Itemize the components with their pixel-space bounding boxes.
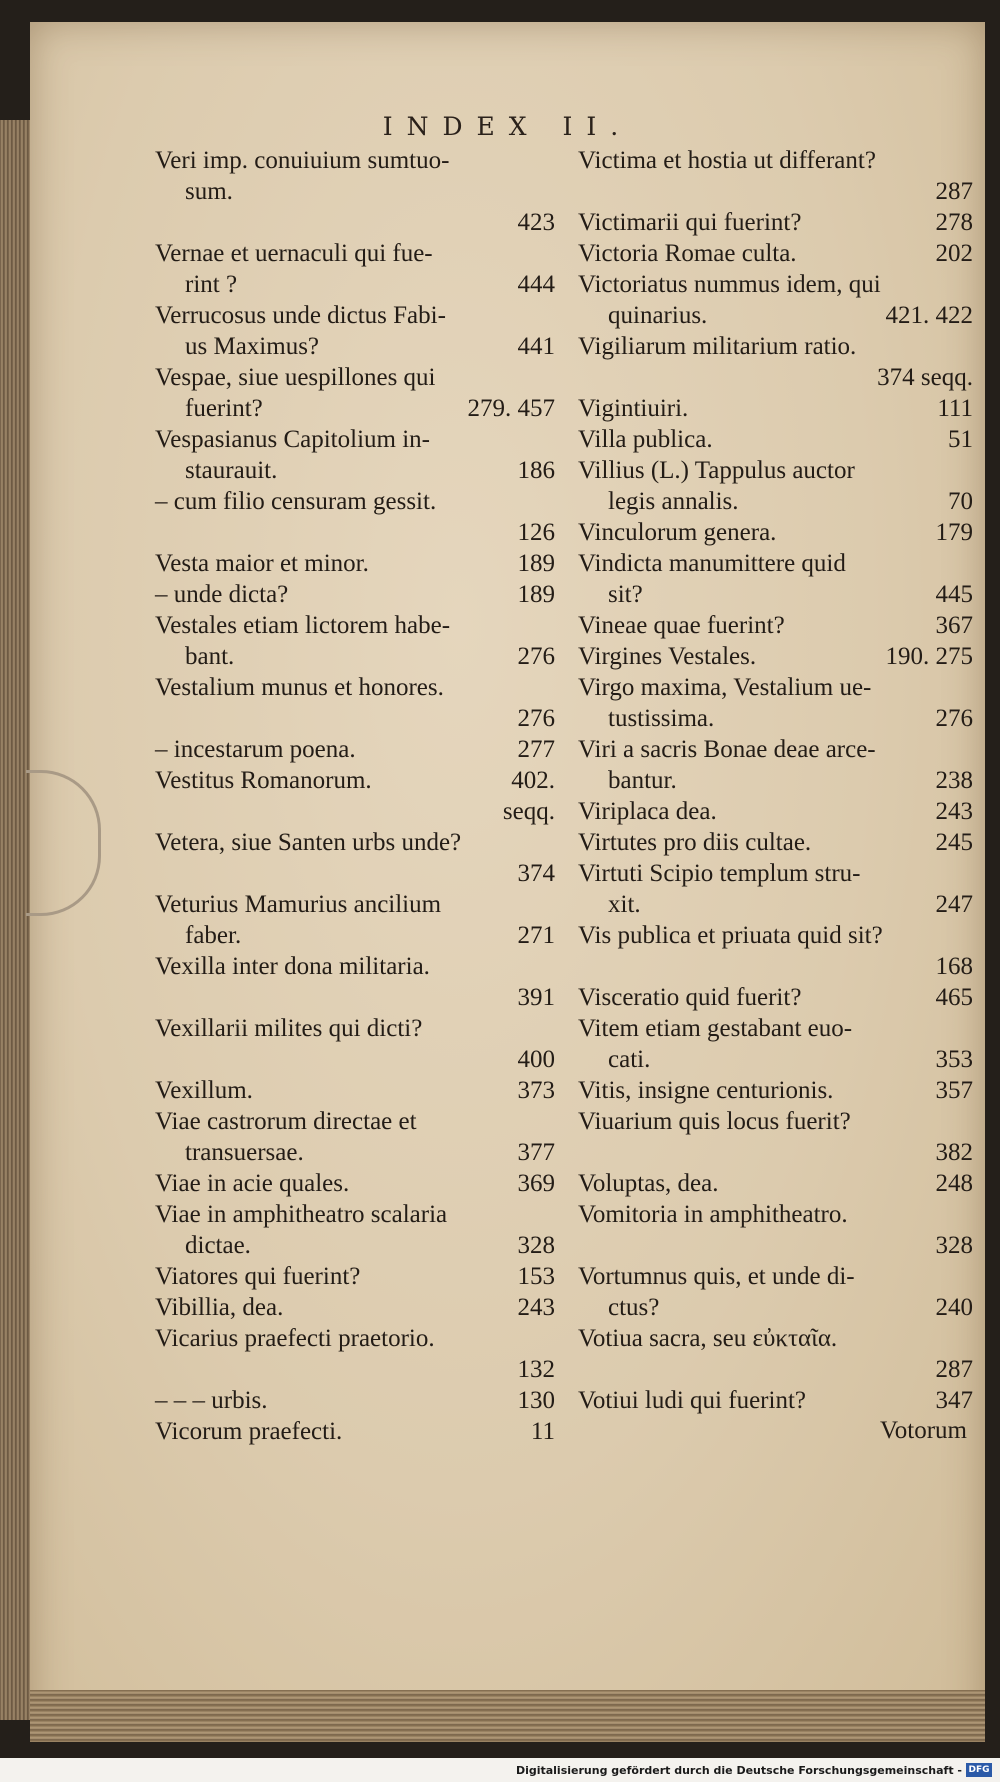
index-entry — [155, 486, 555, 548]
index-entry — [155, 362, 555, 424]
entry-line — [155, 176, 555, 207]
index-entry — [578, 1385, 973, 1416]
entry-text: Vomitoria in amphitheatro. — [578, 1201, 848, 1228]
page-reference: 243 — [517, 1294, 555, 1321]
entry-text: Vestalium munus et honores. — [155, 674, 444, 701]
footer-bar — [0, 1758, 1000, 1782]
entry-text: Vibillia, dea. — [155, 1294, 284, 1321]
book-page — [30, 22, 985, 1742]
entry-text: quinarius. — [608, 302, 708, 329]
entry-text: – cum filio censuram gessit. — [155, 488, 437, 515]
page-reference: 132 — [517, 1356, 555, 1383]
page-reference: 70 — [948, 488, 973, 515]
entry-line — [578, 889, 973, 920]
entry-text: – – – urbis. — [155, 1387, 268, 1414]
entry-text: xit. — [608, 891, 641, 918]
entry-text: Visceratio quid fuerit? — [578, 984, 802, 1011]
entry-text: sit? — [608, 581, 643, 608]
entry-line — [155, 672, 555, 703]
index-entry — [578, 238, 973, 269]
page-reference: 271 — [517, 922, 555, 949]
entry-line — [578, 951, 973, 982]
entry-line — [155, 424, 555, 455]
entry-line — [578, 1199, 973, 1230]
index-entry — [155, 734, 555, 765]
entry-line — [155, 517, 555, 548]
index-entry — [578, 858, 973, 920]
entry-text: Voluptas, dea. — [578, 1170, 719, 1197]
entry-line — [578, 734, 973, 765]
entry-line — [578, 362, 973, 393]
entry-line — [578, 1354, 973, 1385]
index-entry — [578, 1261, 973, 1323]
index-column-right — [578, 145, 973, 1416]
index-entry — [578, 734, 973, 796]
entry-text: Villius (L.) Tappulus auctor — [578, 457, 855, 484]
entry-line — [155, 765, 555, 796]
page-reference: 279. 457 — [467, 395, 555, 422]
page-reference: 400 — [517, 1046, 555, 1073]
entry-text: Virtuti Scipio templum stru- — [578, 860, 861, 887]
index-entry — [155, 424, 555, 486]
entry-text: fuerint? — [185, 395, 263, 422]
entry-line — [578, 207, 973, 238]
entry-text: Vestales etiam lictorem habe- — [155, 612, 451, 639]
index-entry — [155, 1168, 555, 1199]
entry-text: Viae in acie quales. — [155, 1170, 350, 1197]
entry-text: Vexillarii milites qui dicti? — [155, 1015, 423, 1042]
index-entry — [578, 641, 973, 672]
entry-line — [578, 672, 973, 703]
page-reference: 391 — [517, 984, 555, 1011]
page-reference: 357 — [935, 1077, 973, 1104]
page-reference: 444 — [517, 271, 555, 298]
page-edge-left — [0, 120, 30, 1720]
entry-text: Vigintiuiri. — [578, 395, 689, 422]
entry-text: Vindicta manumittere quid — [578, 550, 846, 577]
page-reference: 421. 422 — [885, 302, 973, 329]
entry-text: Vineae quae fuerint? — [578, 612, 785, 639]
entry-line — [155, 827, 555, 858]
entry-text: Viriplaca dea. — [578, 798, 717, 825]
entry-text: faber. — [185, 922, 242, 949]
index-entry — [155, 951, 555, 1013]
page-header: INDEX II. — [382, 112, 633, 141]
page-reference: 240 — [935, 1294, 973, 1321]
entry-text: Vetera, siue Santen urbs unde? — [155, 829, 462, 856]
entry-text: Victoria Romae culta. — [578, 240, 797, 267]
entry-line — [578, 1261, 973, 1292]
entry-line — [578, 858, 973, 889]
entry-text: Vesta maior et minor. — [155, 550, 369, 577]
page-reference: 153 — [517, 1263, 555, 1290]
index-entry — [155, 1292, 555, 1323]
entry-line — [155, 1013, 555, 1044]
entry-line — [155, 362, 555, 393]
entry-text: Vitem etiam gestabant euo- — [578, 1015, 853, 1042]
entry-line — [155, 1292, 555, 1323]
page-reference: 245 — [935, 829, 973, 856]
entry-line — [155, 920, 555, 951]
entry-line — [155, 1168, 555, 1199]
entry-text: Viatores qui fuerint? — [155, 1263, 361, 1290]
page-reference: 402. — [511, 767, 555, 794]
index-entry — [155, 765, 555, 827]
index-entry — [155, 579, 555, 610]
entry-text: Vitis, insigne centurionis. — [578, 1077, 834, 1104]
entry-text: Vortumnus quis, et unde di- — [578, 1263, 855, 1290]
index-entry — [578, 1168, 973, 1199]
entry-text: Vespasianus Capitolium in- — [155, 426, 430, 453]
index-entry — [578, 1199, 973, 1261]
entry-line — [578, 641, 973, 672]
index-entry — [578, 1013, 973, 1075]
index-entry — [155, 1199, 555, 1261]
entry-line — [578, 1292, 973, 1323]
entry-line — [155, 858, 555, 889]
page-reference: 248 — [935, 1170, 973, 1197]
entry-text: ctus? — [608, 1294, 660, 1321]
entry-text: – incestarum poena. — [155, 736, 356, 763]
page-reference: 276 — [517, 643, 555, 670]
entry-line — [578, 455, 973, 486]
entry-line — [155, 734, 555, 765]
entry-text: Vexilla inter dona militaria. — [155, 953, 430, 980]
entry-line — [155, 610, 555, 641]
page-reference: 51 — [948, 426, 973, 453]
entry-text: cati. — [608, 1046, 651, 1073]
entry-line — [578, 765, 973, 796]
index-entry — [578, 1075, 973, 1106]
page-reference: 190. 275 — [885, 643, 973, 670]
entry-text: dictae. — [185, 1232, 251, 1259]
entry-text: Veri imp. conuiuium sumtuo- — [155, 147, 450, 174]
page-reference: 441 — [517, 333, 555, 360]
index-entry — [155, 827, 555, 889]
page-reference: 111 — [937, 395, 973, 422]
page-reference: 465 — [935, 984, 973, 1011]
page-reference: 328 — [935, 1232, 973, 1259]
index-entry — [155, 1323, 555, 1385]
entry-line — [155, 1230, 555, 1261]
entry-text: Vicarius praefecti praetorio. — [155, 1325, 435, 1352]
entry-text: Veturius Mamurius ancilium — [155, 891, 442, 918]
entry-text: Vicorum praefecti. — [155, 1418, 343, 1445]
entry-line — [578, 331, 973, 362]
entry-text: Virgo maxima, Vestalium ue- — [578, 674, 872, 701]
page-reference: 126 — [517, 519, 555, 546]
index-entry — [578, 331, 973, 393]
entry-line — [155, 1416, 555, 1447]
entry-line — [155, 300, 555, 331]
page-reference: 247 — [935, 891, 973, 918]
entry-line — [155, 889, 555, 920]
page-reference: 276 — [517, 705, 555, 732]
index-entry — [578, 920, 973, 982]
page-edge-bottom — [30, 1690, 985, 1742]
entry-line — [578, 827, 973, 858]
entry-line — [155, 1044, 555, 1075]
entry-text: Viri a sacris Bonae deae arce- — [578, 736, 876, 763]
entry-line — [578, 424, 973, 455]
page-reference: 373 — [517, 1077, 555, 1104]
index-entry — [578, 455, 973, 517]
entry-text: Vexillum. — [155, 1077, 253, 1104]
page-reference: 277 — [517, 736, 555, 763]
entry-line — [155, 1261, 555, 1292]
entry-text: Virgines Vestales. — [578, 643, 757, 670]
index-entry — [578, 207, 973, 238]
index-entry — [155, 145, 555, 238]
entry-line — [155, 641, 555, 672]
page-reference: 367 — [935, 612, 973, 639]
page-reference: 186 — [517, 457, 555, 484]
entry-text: Votiui ludi qui fuerint? — [578, 1387, 806, 1414]
entry-text: transuersae. — [185, 1139, 304, 1166]
entry-line — [578, 703, 973, 734]
entry-line — [578, 145, 973, 176]
entry-line — [578, 1385, 973, 1416]
entry-text: tustissima. — [608, 705, 715, 732]
entry-line — [155, 486, 555, 517]
entry-line — [578, 1168, 973, 1199]
entry-line — [155, 1137, 555, 1168]
entry-line — [155, 548, 555, 579]
page-reference: 353 — [935, 1046, 973, 1073]
entry-text: Victimarii qui fuerint? — [578, 209, 802, 236]
index-entry — [155, 1385, 555, 1416]
page-reference: 374 seqq. — [877, 364, 973, 391]
index-entry — [155, 1261, 555, 1292]
page-reference: 374 — [517, 860, 555, 887]
entry-text: Vigiliarum militarium ratio. — [578, 333, 857, 360]
page-reference: 328 — [517, 1232, 555, 1259]
entry-text: bant. — [185, 643, 235, 670]
entry-line — [578, 1323, 973, 1354]
entry-text: Vernae et uernaculi qui fue- — [155, 240, 433, 267]
index-entry — [578, 145, 973, 207]
entry-line — [578, 1013, 973, 1044]
page-reference: 130 — [517, 1387, 555, 1414]
page-reference: 189 — [517, 581, 555, 608]
entry-line — [155, 238, 555, 269]
entry-line — [155, 796, 555, 827]
page-reference: 189 — [517, 550, 555, 577]
page-reference: 168 — [935, 953, 973, 980]
page-reference: 382 — [935, 1139, 973, 1166]
index-entry — [155, 672, 555, 734]
entry-text: Viae castrorum directae et — [155, 1108, 417, 1135]
index-entry — [155, 1075, 555, 1106]
entry-text: Vespae, siue uespillones qui — [155, 364, 436, 391]
entry-line — [578, 238, 973, 269]
index-entry — [578, 424, 973, 455]
entry-line — [578, 579, 973, 610]
entry-line — [578, 269, 973, 300]
entry-text: sum. — [185, 178, 233, 205]
index-entry — [578, 982, 973, 1013]
entry-text: Votiua sacra, seu εὐκταῖα. — [578, 1325, 838, 1352]
index-entry — [578, 517, 973, 548]
entry-line — [578, 1137, 973, 1168]
entry-text: Vis publica et priuata quid sit? — [578, 922, 883, 949]
page-reference: 11 — [530, 1418, 555, 1445]
entry-line — [578, 1106, 973, 1137]
entry-line — [155, 393, 555, 424]
entry-line — [578, 486, 973, 517]
catchword: Votorum — [879, 1417, 967, 1444]
entry-line — [578, 517, 973, 548]
index-entry — [578, 796, 973, 827]
entry-line — [155, 1106, 555, 1137]
index-entry — [578, 1106, 973, 1168]
entry-line — [155, 1385, 555, 1416]
index-entry — [578, 610, 973, 641]
entry-line — [578, 393, 973, 424]
page-reference: 423 — [517, 209, 555, 236]
page-reference: 369 — [517, 1170, 555, 1197]
dfg-logo: DFG — [966, 1763, 992, 1777]
entry-line — [155, 579, 555, 610]
entry-line — [578, 548, 973, 579]
entry-text: legis annalis. — [608, 488, 739, 515]
entry-text: Viuarium quis locus fuerit? — [578, 1108, 851, 1135]
entry-text: Vestitus Romanorum. — [155, 767, 372, 794]
entry-text: Virtutes pro diis cultae. — [578, 829, 812, 856]
index-entry — [578, 1323, 973, 1385]
page-reference: 238 — [935, 767, 973, 794]
page-reference: 377 — [517, 1139, 555, 1166]
index-column-left — [155, 145, 555, 1447]
index-entry — [578, 393, 973, 424]
page-reference: 287 — [935, 1356, 973, 1383]
entry-line — [578, 176, 973, 207]
page-reference: 278 — [935, 209, 973, 236]
index-entry — [155, 610, 555, 672]
page-reference: 202 — [935, 240, 973, 267]
entry-text: – unde dicta? — [155, 581, 289, 608]
index-entry — [578, 269, 973, 331]
entry-line — [155, 269, 555, 300]
entry-line — [578, 1075, 973, 1106]
entry-line — [155, 703, 555, 734]
entry-line — [578, 1230, 973, 1261]
footer-credit: Digitalisierung gefördert durch die Deutsche Forschungsgemeinschaft - — [515, 1764, 962, 1777]
entry-text: us Maximus? — [185, 333, 320, 360]
index-entry — [578, 672, 973, 734]
entry-line — [155, 145, 555, 176]
entry-text: Viae in amphitheatro scalaria — [155, 1201, 448, 1228]
entry-text: staurauit. — [185, 457, 278, 484]
page-reference: 445 — [935, 581, 973, 608]
page-reference: 179 — [935, 519, 973, 546]
entry-line — [155, 1323, 555, 1354]
index-entry — [155, 300, 555, 362]
index-entry — [155, 1013, 555, 1075]
entry-line — [155, 1075, 555, 1106]
entry-line — [155, 1199, 555, 1230]
entry-line — [578, 982, 973, 1013]
index-entry — [578, 548, 973, 610]
page-reference: 243 — [935, 798, 973, 825]
index-entry — [578, 827, 973, 858]
page-reference: 347 — [935, 1387, 973, 1414]
entry-line — [155, 207, 555, 238]
entry-text: Verrucosus unde dictus Fabi- — [155, 302, 446, 329]
entry-text: rint ? — [185, 271, 238, 298]
index-entry — [155, 238, 555, 300]
entry-text: Vinculorum genera. — [578, 519, 777, 546]
entry-text: Victoriatus nummus idem, qui — [578, 271, 881, 298]
entry-line — [155, 1354, 555, 1385]
entry-line — [578, 796, 973, 827]
index-entry — [155, 1106, 555, 1168]
entry-line — [578, 610, 973, 641]
entry-line — [155, 455, 555, 486]
entry-text: bantur. — [608, 767, 677, 794]
entry-line — [155, 951, 555, 982]
entry-line — [155, 982, 555, 1013]
index-entry — [155, 889, 555, 951]
entry-line — [578, 920, 973, 951]
entry-line — [578, 1044, 973, 1075]
index-entry — [155, 548, 555, 579]
page-reference: 276 — [935, 705, 973, 732]
page-reference: 287 — [935, 178, 973, 205]
entry-line — [155, 331, 555, 362]
page-reference: seqq. — [502, 798, 555, 825]
entry-text: Victima et hostia ut differant? — [578, 147, 876, 174]
entry-text: Villa publica. — [578, 426, 713, 453]
index-entry — [155, 1416, 555, 1447]
entry-line — [578, 300, 973, 331]
